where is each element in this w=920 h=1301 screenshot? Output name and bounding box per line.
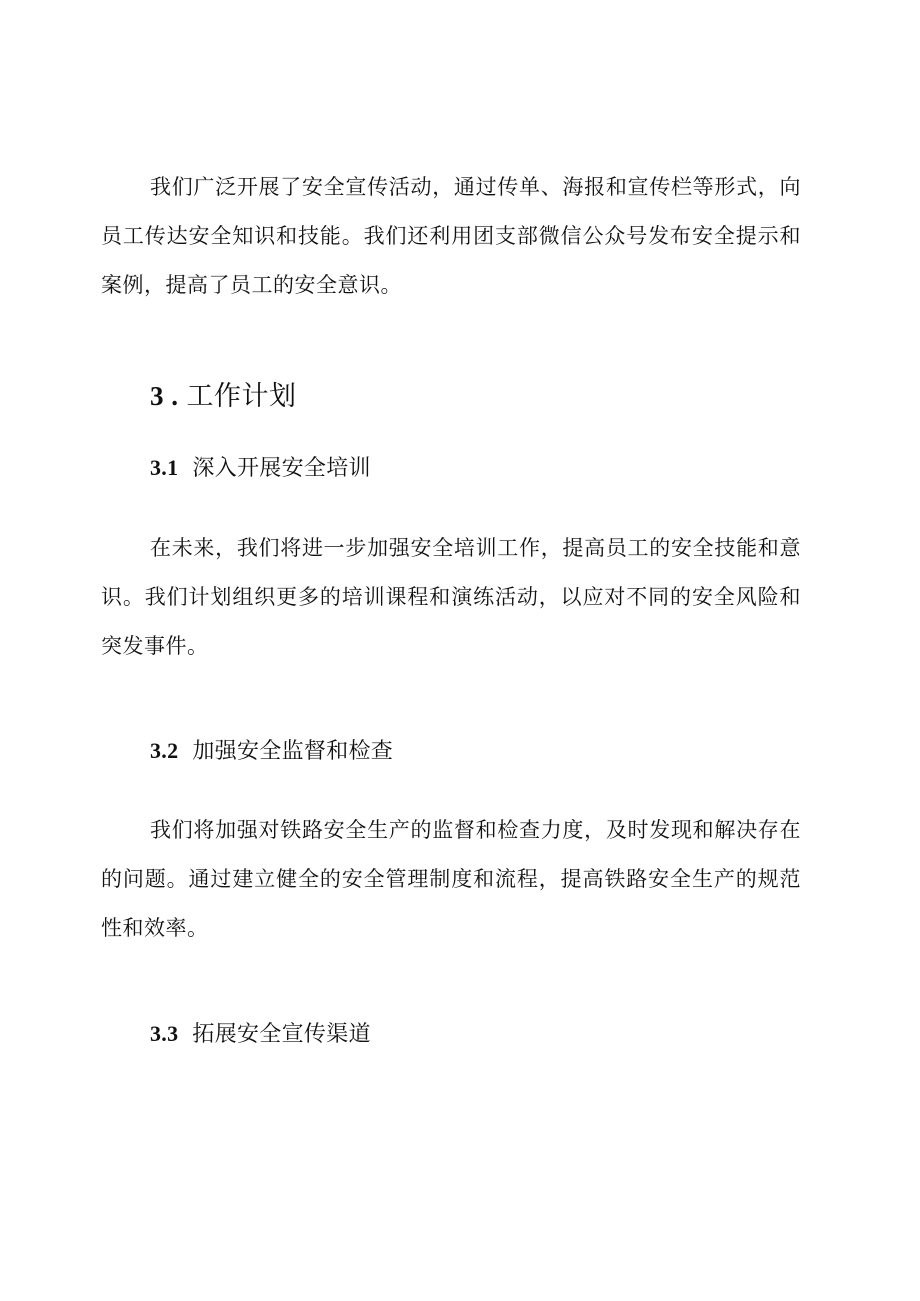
subsection-heading-3-1 bbox=[150, 453, 371, 484]
subsection-number: 3.1 bbox=[150, 455, 179, 480]
subsection-heading-3-3 bbox=[150, 1019, 371, 1050]
subsection-heading-3-2 bbox=[150, 736, 393, 767]
subsection-number: 3.2 bbox=[150, 738, 179, 763]
paragraph-safety-training: 在未来，我们将进一步加强安全培训工作，提高员工的安全技能和意识。我们计划组织更多的培训课程和演练活动，以应对不同的安全风险和突发事件。 bbox=[101, 536, 801, 658]
subsection-title: 深入开展安全培训 bbox=[192, 456, 371, 481]
section-heading-work-plan bbox=[150, 378, 297, 415]
section-title: 工作计划 bbox=[186, 381, 297, 412]
subsection-title: 拓展安全宣传渠道 bbox=[192, 1022, 371, 1047]
paragraph-safety-publicity: 我们广泛开展了安全宣传活动，通过传单、海报和宣传栏等形式，向员工传达安全知识和技能。我们还利用团支部微信公众号发布安全提示和案例，提高了员工的安全意识。 bbox=[101, 175, 801, 297]
subsection-number: 3.3 bbox=[150, 1021, 179, 1046]
paragraph-safety-supervision: 我们将加强对铁路安全生产的监督和检查力度，及时发现和解决存在的问题。通过建立健全的安全管理制度和流程，提高铁路安全生产的规范性和效率。 bbox=[101, 818, 801, 940]
section-number: 3 . bbox=[150, 381, 179, 411]
subsection-title: 加强安全监督和检查 bbox=[192, 739, 394, 764]
